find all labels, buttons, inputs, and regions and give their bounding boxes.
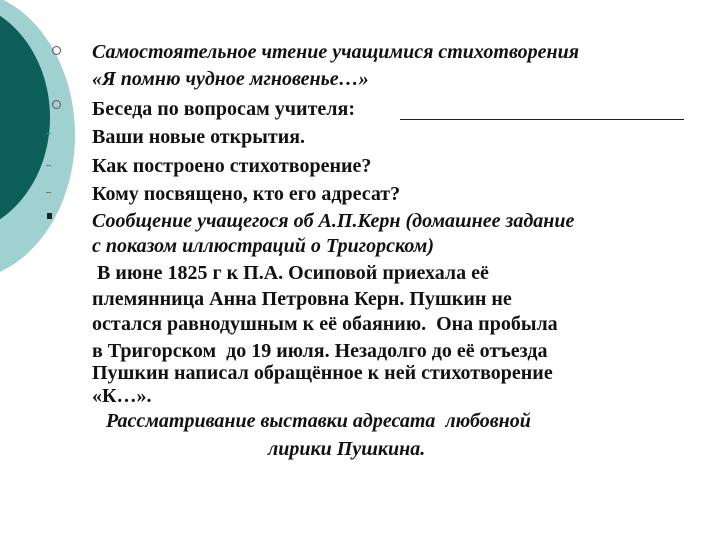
text-line-11: остался равнодушным к её обаянию. Она пробыла — [92, 313, 558, 335]
text-line-16: лирики Пушкина. — [268, 438, 426, 460]
dash-bullet-icon — [46, 133, 51, 134]
text-line-13: Пушкин написал обращённое к ней стихотворение — [92, 362, 553, 384]
text-line-9: В июне 1825 г к П.А. Осиповой приехала её — [92, 262, 489, 284]
text-line-12: в Тригорском до 19 июля. Незадолго до её отъезда — [92, 340, 548, 362]
text-line-14: «К…». — [92, 385, 152, 407]
circle-bullet-icon — [52, 46, 61, 55]
text-line-4: Ваши новые открытия. — [92, 126, 306, 148]
square-bullet-icon — [47, 213, 52, 219]
dash-bullet-icon — [46, 165, 51, 166]
dash-bullet-icon — [46, 192, 51, 193]
text-line-7: Сообщение учащегося об А.П.Керн (домашнее задание — [92, 210, 575, 232]
text-line-8: с показом иллюстраций о Тригорском) — [92, 235, 434, 257]
text-line-1: Самостоятельное чтение учащимися стихотворения — [92, 41, 580, 63]
text-line-6: Кому посвящено, кто его адресат? — [92, 183, 401, 205]
text-line-5: Как построено стихотворение? — [92, 155, 372, 177]
circle-bullet-icon — [52, 100, 61, 109]
text-line-10: племянница Анна Петровна Керн. Пушкин не — [92, 288, 512, 310]
text-line-2: «Я помню чудное мгновенье…» — [92, 68, 369, 90]
decorative-circles — [0, 0, 90, 300]
underline-rule — [400, 119, 684, 120]
text-line-15: Рассматривание выставки адресата любовной — [106, 410, 531, 432]
text-line-3: Беседа по вопросам учителя: — [92, 98, 355, 120]
